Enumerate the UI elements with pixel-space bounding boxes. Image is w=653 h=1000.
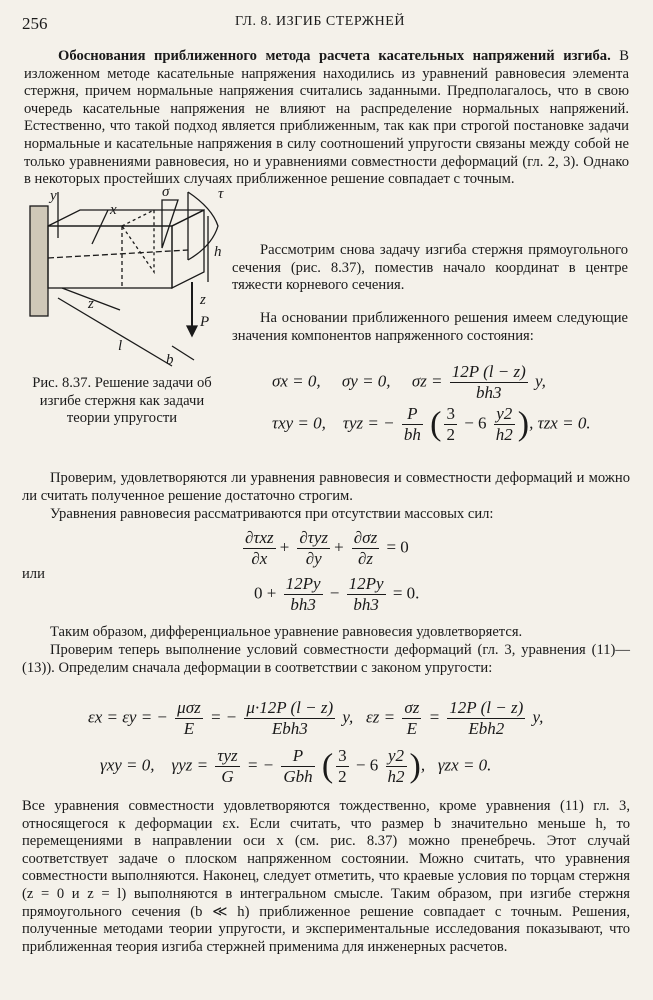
page-number: 256	[22, 14, 48, 33]
eq4: εx = εy = − $\frac{\text{μσz}}{E}$ = − $\frac{\mu\cdot 12P (l - z)}{\text{Ebh3}}$ y, εz = $\frac{\sigma z}{E}$ = $\frac{12P (l - z)}{\text{Ebh2}}$ y,	[88, 698, 544, 738]
eq1-sz-frac: $\frac{12P (l - z)}{bh3}$	[451, 362, 526, 402]
eq1-sy: σy = 0,	[341, 371, 391, 391]
or-word: или	[22, 566, 45, 582]
beam-top-face	[48, 210, 204, 226]
eq2: $\frac{\text{∂τxz}}{\partial x}$ + $\frac{\text{∂τyz}}{\partial y}$ + $\frac{\partial\sigma z}{\partial z}$ = 0	[245, 528, 409, 568]
para-consider: Рассмотрим снова задачу изгиба стержня прямоугольного сечения (рис. 8.37), поместив начало координат в центре тяжести корневого сечения.	[232, 242, 628, 294]
wall-support	[30, 206, 48, 316]
eq1-tyz-frac: $\frac{P}{bh}$	[403, 404, 421, 444]
eq1-tyz-lhs: τyz = −	[342, 413, 395, 433]
para-equil: Уравнения равновесия рассматриваются при отсутствии массовых сил:	[50, 506, 494, 522]
label-y: y	[50, 188, 57, 204]
eq1-tzx: τzx = 0.	[537, 413, 591, 433]
label-sigma: σ	[162, 186, 170, 200]
beam-figure	[22, 186, 232, 374]
intro-bold-title: Обоснования приближенного метода расчета касательных напряжений изгиба.	[58, 48, 611, 64]
label-z2: z	[200, 292, 206, 308]
chapter-title: ГЛ. 8. ИЗГИБ СТЕРЖНЕЙ	[235, 14, 405, 29]
eq1-sz-lhs: σz =	[411, 371, 443, 391]
eq1-line2: τxy = 0, τyz = − $\frac{P}{bh}$ ( $\frac{3}{2}$ − 6 $\frac{y2}{h2}$ ), τzx = 0.	[272, 404, 591, 444]
label-p: P	[200, 314, 210, 330]
eq1-sx: σx = 0,	[272, 371, 321, 391]
para-check: Проверим, удовлетворяются ли уравнения равновесия и совместности деформаций и можно ли считать полученное решение достаточно строгим.	[22, 470, 630, 504]
eq1-txy: τxy = 0,	[272, 413, 326, 433]
para-thus: Таким образом, дифференциальное уравнение равновесия удовлетворяется.	[50, 624, 523, 640]
label-b: b	[166, 352, 174, 368]
label-z1: z	[88, 296, 94, 312]
intro-paragraph	[24, 48, 629, 189]
intro-text: В изложенном методе касательные напряжения находились из уравнений равновесия элемента стержня, причем нормальные напряжения считались заданными. Предполагалось, что в свою очередь касательные напряжения не влияют на распределение нормальных напряжений. Естественно, что такой подход является приближенным, так как при строгой постановке задачи нормальные и касательные напряжения в силу соотношений упругости связаны между собой не только уравнениями равновесия, но и уравнениями совместности деформаций (гл. 2, 3). Однако в некоторых простейших случаях приближенное решение совпадает с точным.	[24, 48, 629, 188]
para-final: Все уравнения совместности удовлетворяются тождественно, кроме уравнения (11) гл. 3, относящегося к деформации εx. Если считать, что размер b значительно меньше h, то перемещениями в направлении оси x (см. рис. 8.37) можно пренебречь. Этот случай соответствует задаче о плоском напряженном состоянии. Можно считать, что уравнения совместности выполняются. Наконец, следует отметить, что краевые условия по торцам стержня (z = 0 и z = l) выполняются в интегральном смысле. Таким образом, при изгибе стержня прямоугольного сечения (b ≪ h) приближенное решение совпадает с точным. Решения, полученные методами теории упругости, и экспериментальные исследования показывают, что приближенная теория изгиба стержней применима для инженерных расчетов.	[22, 798, 630, 955]
para-basis: На основании приближенного решения имеем следующие значения компонентов напряженного состояния:	[232, 310, 628, 344]
eq1-line1	[272, 362, 546, 403]
figure-caption: Рис. 8.37. Решение задачи об изгибе стержня как задачи теории упругости	[32, 375, 212, 427]
para-compat: Проверим теперь выполнение условий совместности деформаций (гл. 3, уравнения (11)—(13)). Определим сначала деформации в соответствии с законом упругости:	[22, 642, 630, 676]
label-h: h	[214, 244, 222, 260]
label-x: x	[110, 202, 117, 218]
label-tau: τ	[218, 186, 224, 202]
neutral-axis	[48, 250, 188, 258]
eq1-sz-tail: y,	[535, 371, 546, 391]
label-l: l	[118, 338, 123, 354]
eq5: γxy = 0, γyz = $\frac{\text{τyz}}{G}$ = − $\frac{P}{\text{Gbh}}$ ( $\frac{3}{2}$ − 6 $\frac{y2}{h2}$ ), γzx = 0.	[100, 746, 492, 786]
eq3: 0 + $\frac{12Py}{bh3}$ − $\frac{12Py}{bh3}$ = 0.	[254, 574, 420, 614]
